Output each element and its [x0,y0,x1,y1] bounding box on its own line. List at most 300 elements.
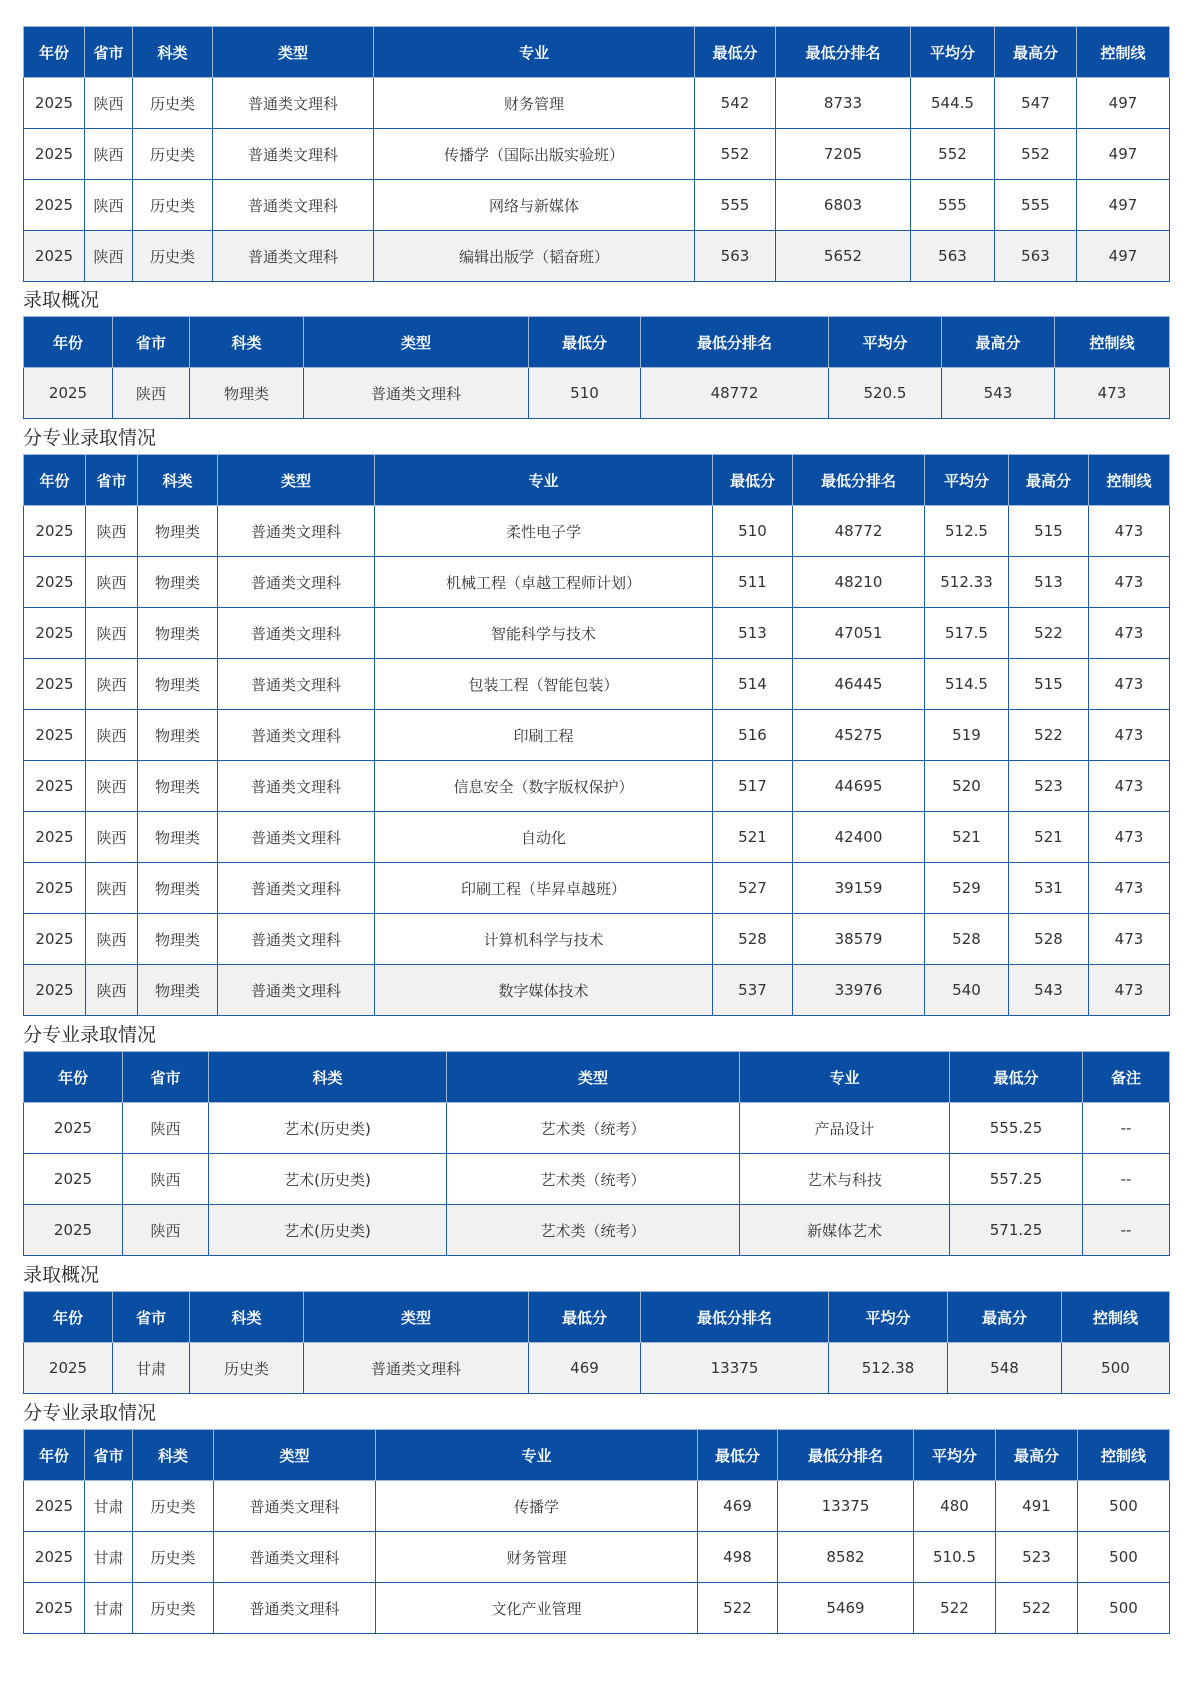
cell-min-rank: 46445 [793,659,925,710]
gansu-overview-table [23,1291,1170,1394]
cell-control-line: 473 [1089,812,1170,863]
cell-avg-score: 563 [911,231,995,282]
table-header-row [24,27,1170,78]
cell-year: 2025 [24,231,85,282]
cell-type: 普通类文理科 [218,863,375,914]
table-row [24,129,1170,180]
table-row [24,761,1170,812]
cell-min-score: 469 [698,1481,778,1532]
cell-province: 陕西 [123,1205,209,1256]
header-year: 年份 [24,455,86,506]
section-title-overview-gansu: 录取概况 [23,1264,100,1286]
cell-min-score: 555.25 [950,1103,1083,1154]
cell-min-score: 571.25 [950,1205,1083,1256]
table-header-row [24,1292,1170,1343]
cell-year: 2025 [24,506,86,557]
cell-control-line: 473 [1089,761,1170,812]
cell-min-rank: 5469 [778,1583,914,1634]
physics-major-table [23,454,1170,1016]
cell-avg-score: 528 [925,914,1009,965]
table-row [24,965,1170,1016]
cell-max-score: 515 [1009,506,1089,557]
cell-type: 普通类文理科 [218,557,375,608]
cell-year: 2025 [24,1103,123,1154]
header-remarks: 备注 [1083,1052,1170,1103]
cell-max-score: 522 [996,1583,1078,1634]
cell-max-score: 523 [996,1532,1078,1583]
cell-province: 陕西 [85,129,133,180]
cell-avg-score: 544.5 [911,78,995,129]
cell-min-score: 510 [713,506,793,557]
art-major-table-block [23,1051,1169,1256]
history-major-table [23,26,1170,282]
header-control-line: 控制线 [1055,317,1170,368]
cell-min-rank: 45275 [793,710,925,761]
header-avg-score: 平均分 [914,1430,996,1481]
cell-subject-category: 历史类 [133,1532,214,1583]
table-row [24,914,1170,965]
table-row [24,1154,1170,1205]
cell-major: 编辑出版学（韬奋班） [374,231,695,282]
header-max-score: 最高分 [948,1292,1062,1343]
cell-province: 陕西 [86,659,138,710]
cell-min-rank: 8582 [778,1532,914,1583]
table-row [24,863,1170,914]
cell-major: 传播学 [376,1481,698,1532]
table-row [24,1343,1170,1394]
header-subject-category: 科类 [138,455,218,506]
header-province: 省市 [113,317,190,368]
header-subject-category: 科类 [209,1052,447,1103]
table-row [24,180,1170,231]
header-province: 省市 [86,455,138,506]
header-control-line: 控制线 [1062,1292,1170,1343]
section-title-by-major-art: 分专业录取情况 [23,1024,157,1046]
cell-type: 普通类文理科 [213,129,374,180]
cell-major: 网络与新媒体 [374,180,695,231]
cell-type: 普通类文理科 [214,1583,376,1634]
cell-max-score: 528 [1009,914,1089,965]
cell-control-line: 497 [1077,180,1170,231]
header-control-line: 控制线 [1078,1430,1170,1481]
table-row [24,1481,1170,1532]
cell-type: 普通类文理科 [214,1481,376,1532]
cell-subject-category: 艺术(历史类) [209,1154,447,1205]
header-type: 类型 [218,455,375,506]
cell-province: 甘肃 [85,1481,133,1532]
cell-subject-category: 历史类 [133,180,213,231]
gansu-overview-table-block [23,1291,1169,1394]
cell-avg-score: 540 [925,965,1009,1016]
header-avg-score: 平均分 [829,1292,948,1343]
cell-max-score: 531 [1009,863,1089,914]
cell-min-score: 555 [695,180,776,231]
header-type: 类型 [447,1052,740,1103]
header-province: 省市 [123,1052,209,1103]
cell-subject-category: 艺术(历史类) [209,1205,447,1256]
header-province: 省市 [85,27,133,78]
header-major: 专业 [740,1052,950,1103]
table-header-row [24,455,1170,506]
table-row [24,812,1170,863]
cell-subject-category: 物理类 [138,812,218,863]
cell-min-rank: 48772 [641,368,829,419]
cell-subject-category: 历史类 [133,1583,214,1634]
section-title-by-major-gansu: 分专业录取情况 [23,1402,157,1424]
cell-max-score: 523 [1009,761,1089,812]
header-min-score: 最低分 [529,317,641,368]
header-min-score: 最低分 [950,1052,1083,1103]
cell-max-score: 521 [1009,812,1089,863]
cell-year: 2025 [24,129,85,180]
cell-province: 甘肃 [113,1343,190,1394]
header-type: 类型 [304,1292,529,1343]
cell-min-score: 510 [529,368,641,419]
cell-major: 印刷工程 [375,710,713,761]
cell-control-line: 473 [1089,965,1170,1016]
cell-major: 产品设计 [740,1103,950,1154]
cell-control-line: 497 [1077,78,1170,129]
header-year: 年份 [24,1430,85,1481]
table-row [24,1532,1170,1583]
physics-overview-table-block [23,316,1169,419]
table-row [24,368,1170,419]
cell-province: 陕西 [86,506,138,557]
cell-remarks: -- [1083,1205,1170,1256]
header-year: 年份 [24,1052,123,1103]
cell-type: 普通类文理科 [218,812,375,863]
cell-subject-category: 物理类 [138,863,218,914]
cell-avg-score: 520 [925,761,1009,812]
cell-subject-category: 物理类 [190,368,304,419]
table-row [24,608,1170,659]
cell-province: 陕西 [113,368,190,419]
cell-subject-category: 历史类 [190,1343,304,1394]
history-major-table-block [23,26,1169,282]
table-row [24,231,1170,282]
cell-year: 2025 [24,710,86,761]
cell-control-line: 473 [1089,914,1170,965]
cell-min-score: 469 [529,1343,641,1394]
cell-type: 普通类文理科 [218,506,375,557]
cell-major: 文化产业管理 [376,1583,698,1634]
cell-province: 陕西 [86,914,138,965]
cell-major: 智能科学与技术 [375,608,713,659]
header-subject-category: 科类 [190,1292,304,1343]
table-header-row [24,1430,1170,1481]
cell-min-rank: 13375 [778,1481,914,1532]
header-major: 专业 [376,1430,698,1481]
header-subject-category: 科类 [133,1430,214,1481]
cell-min-rank: 8733 [776,78,911,129]
cell-year: 2025 [24,608,86,659]
cell-avg-score: 510.5 [914,1532,996,1583]
cell-avg-score: 512.5 [925,506,1009,557]
physics-major-table-block [23,454,1169,1016]
cell-max-score: 491 [996,1481,1078,1532]
cell-province: 陕西 [86,761,138,812]
cell-province: 甘肃 [85,1583,133,1634]
cell-type: 普通类文理科 [218,659,375,710]
cell-min-score: 517 [713,761,793,812]
cell-subject-category: 物理类 [138,710,218,761]
table-row [24,78,1170,129]
cell-major: 包装工程（智能包装） [375,659,713,710]
cell-major: 印刷工程（毕昇卓越班） [375,863,713,914]
cell-max-score: 552 [995,129,1077,180]
cell-subject-category: 艺术(历史类) [209,1103,447,1154]
header-min-score: 最低分 [529,1292,641,1343]
header-control-line: 控制线 [1077,27,1170,78]
cell-year: 2025 [24,863,86,914]
header-year: 年份 [24,1292,113,1343]
cell-min-score: 498 [698,1532,778,1583]
cell-year: 2025 [24,1154,123,1205]
cell-year: 2025 [24,761,86,812]
header-type: 类型 [213,27,374,78]
cell-province: 陕西 [86,965,138,1016]
cell-min-rank: 6803 [776,180,911,231]
cell-type: 普通类文理科 [218,914,375,965]
cell-avg-score: 512.33 [925,557,1009,608]
cell-type: 普通类文理科 [218,965,375,1016]
table-row [24,1103,1170,1154]
header-province: 省市 [85,1430,133,1481]
cell-year: 2025 [24,1583,85,1634]
cell-province: 陕西 [123,1154,209,1205]
cell-year: 2025 [24,1532,85,1583]
cell-max-score: 543 [942,368,1055,419]
cell-major: 信息安全（数字版权保护） [375,761,713,812]
gansu-major-table [23,1429,1170,1634]
cell-subject-category: 历史类 [133,231,213,282]
cell-min-rank: 44695 [793,761,925,812]
cell-min-score: 527 [713,863,793,914]
cell-subject-category: 物理类 [138,761,218,812]
cell-control-line: 500 [1078,1583,1170,1634]
cell-max-score: 515 [1009,659,1089,710]
cell-remarks: -- [1083,1154,1170,1205]
cell-control-line: 473 [1089,506,1170,557]
cell-year: 2025 [24,965,86,1016]
cell-subject-category: 历史类 [133,1481,214,1532]
cell-type: 普通类文理科 [218,608,375,659]
cell-control-line: 497 [1077,231,1170,282]
cell-min-score: 516 [713,710,793,761]
cell-max-score: 543 [1009,965,1089,1016]
cell-avg-score: 520.5 [829,368,942,419]
cell-min-rank: 48772 [793,506,925,557]
cell-province: 陕西 [85,78,133,129]
cell-min-score: 557.25 [950,1154,1083,1205]
header-year: 年份 [24,27,85,78]
cell-subject-category: 物理类 [138,659,218,710]
cell-year: 2025 [24,557,86,608]
cell-max-score: 555 [995,180,1077,231]
cell-year: 2025 [24,180,85,231]
gansu-major-table-block [23,1429,1169,1634]
cell-type: 普通类文理科 [218,761,375,812]
cell-min-score: 514 [713,659,793,710]
header-subject-category: 科类 [133,27,213,78]
cell-major: 传播学（国际出版实验班） [374,129,695,180]
cell-min-score: 542 [695,78,776,129]
cell-control-line: 473 [1089,710,1170,761]
header-major: 专业 [375,455,713,506]
cell-min-score: 537 [713,965,793,1016]
cell-avg-score: 512.38 [829,1343,948,1394]
header-subject-category: 科类 [190,317,304,368]
cell-type: 艺术类（统考） [447,1154,740,1205]
cell-control-line: 473 [1089,659,1170,710]
cell-major: 机械工程（卓越工程师计划） [375,557,713,608]
cell-major: 自动化 [375,812,713,863]
cell-max-score: 547 [995,78,1077,129]
cell-control-line: 473 [1055,368,1170,419]
cell-year: 2025 [24,1205,123,1256]
cell-year: 2025 [24,78,85,129]
cell-type: 普通类文理科 [304,368,529,419]
cell-province: 陕西 [86,710,138,761]
cell-max-score: 522 [1009,608,1089,659]
cell-avg-score: 529 [925,863,1009,914]
cell-min-rank: 7205 [776,129,911,180]
cell-avg-score: 514.5 [925,659,1009,710]
cell-control-line: 473 [1089,608,1170,659]
cell-min-rank: 42400 [793,812,925,863]
cell-min-score: 552 [695,129,776,180]
header-max-score: 最高分 [1009,455,1089,506]
table-row [24,1583,1170,1634]
cell-major: 计算机科学与技术 [375,914,713,965]
header-max-score: 最高分 [942,317,1055,368]
cell-year: 2025 [24,368,113,419]
header-year: 年份 [24,317,113,368]
header-type: 类型 [214,1430,376,1481]
cell-subject-category: 物理类 [138,965,218,1016]
cell-major: 数字媒体技术 [375,965,713,1016]
cell-min-rank: 13375 [641,1343,829,1394]
cell-major: 财务管理 [376,1532,698,1583]
header-min-rank: 最低分排名 [641,317,829,368]
header-max-score: 最高分 [996,1430,1078,1481]
table-header-row [24,1052,1170,1103]
cell-type: 艺术类（统考） [447,1205,740,1256]
cell-type: 普通类文理科 [304,1343,529,1394]
cell-min-score: 528 [713,914,793,965]
header-avg-score: 平均分 [911,27,995,78]
cell-min-rank: 5652 [776,231,911,282]
cell-year: 2025 [24,659,86,710]
header-min-score: 最低分 [698,1430,778,1481]
cell-min-score: 513 [713,608,793,659]
cell-type: 艺术类（统考） [447,1103,740,1154]
table-row [24,710,1170,761]
cell-year: 2025 [24,1343,113,1394]
cell-min-rank: 47051 [793,608,925,659]
cell-type: 普通类文理科 [218,710,375,761]
cell-year: 2025 [24,1481,85,1532]
cell-control-line: 473 [1089,557,1170,608]
header-min-rank: 最低分排名 [776,27,911,78]
header-province: 省市 [113,1292,190,1343]
cell-min-score: 563 [695,231,776,282]
table-row [24,1205,1170,1256]
table-header-row [24,317,1170,368]
cell-min-rank: 38579 [793,914,925,965]
cell-subject-category: 历史类 [133,78,213,129]
cell-avg-score: 517.5 [925,608,1009,659]
cell-min-rank: 33976 [793,965,925,1016]
header-min-score: 最低分 [713,455,793,506]
physics-overview-table [23,316,1170,419]
header-max-score: 最高分 [995,27,1077,78]
header-avg-score: 平均分 [829,317,942,368]
cell-control-line: 473 [1089,863,1170,914]
header-control-line: 控制线 [1089,455,1170,506]
header-min-rank: 最低分排名 [641,1292,829,1343]
cell-province: 甘肃 [85,1532,133,1583]
header-major: 专业 [374,27,695,78]
cell-type: 普通类文理科 [214,1532,376,1583]
header-min-rank: 最低分排名 [778,1430,914,1481]
cell-avg-score: 555 [911,180,995,231]
cell-type: 普通类文理科 [213,180,374,231]
cell-major: 新媒体艺术 [740,1205,950,1256]
cell-year: 2025 [24,914,86,965]
cell-min-rank: 39159 [793,863,925,914]
cell-min-rank: 48210 [793,557,925,608]
cell-remarks: -- [1083,1103,1170,1154]
cell-min-score: 522 [698,1583,778,1634]
cell-major: 柔性电子学 [375,506,713,557]
cell-type: 普通类文理科 [213,231,374,282]
cell-subject-category: 物理类 [138,914,218,965]
cell-subject-category: 物理类 [138,608,218,659]
cell-max-score: 513 [1009,557,1089,608]
header-min-rank: 最低分排名 [793,455,925,506]
header-min-score: 最低分 [695,27,776,78]
table-row [24,557,1170,608]
cell-min-score: 521 [713,812,793,863]
cell-subject-category: 物理类 [138,506,218,557]
cell-province: 陕西 [86,608,138,659]
cell-max-score: 548 [948,1343,1062,1394]
cell-subject-category: 物理类 [138,557,218,608]
table-row [24,506,1170,557]
cell-avg-score: 521 [925,812,1009,863]
cell-major: 财务管理 [374,78,695,129]
cell-province: 陕西 [85,180,133,231]
cell-province: 陕西 [86,812,138,863]
header-avg-score: 平均分 [925,455,1009,506]
cell-control-line: 500 [1078,1532,1170,1583]
cell-avg-score: 519 [925,710,1009,761]
cell-control-line: 500 [1062,1343,1170,1394]
header-type: 类型 [304,317,529,368]
cell-max-score: 563 [995,231,1077,282]
cell-control-line: 497 [1077,129,1170,180]
cell-avg-score: 480 [914,1481,996,1532]
cell-province: 陕西 [86,863,138,914]
cell-control-line: 500 [1078,1481,1170,1532]
cell-avg-score: 552 [911,129,995,180]
cell-province: 陕西 [86,557,138,608]
art-major-table [23,1051,1170,1256]
cell-avg-score: 522 [914,1583,996,1634]
cell-province: 陕西 [85,231,133,282]
table-row [24,659,1170,710]
